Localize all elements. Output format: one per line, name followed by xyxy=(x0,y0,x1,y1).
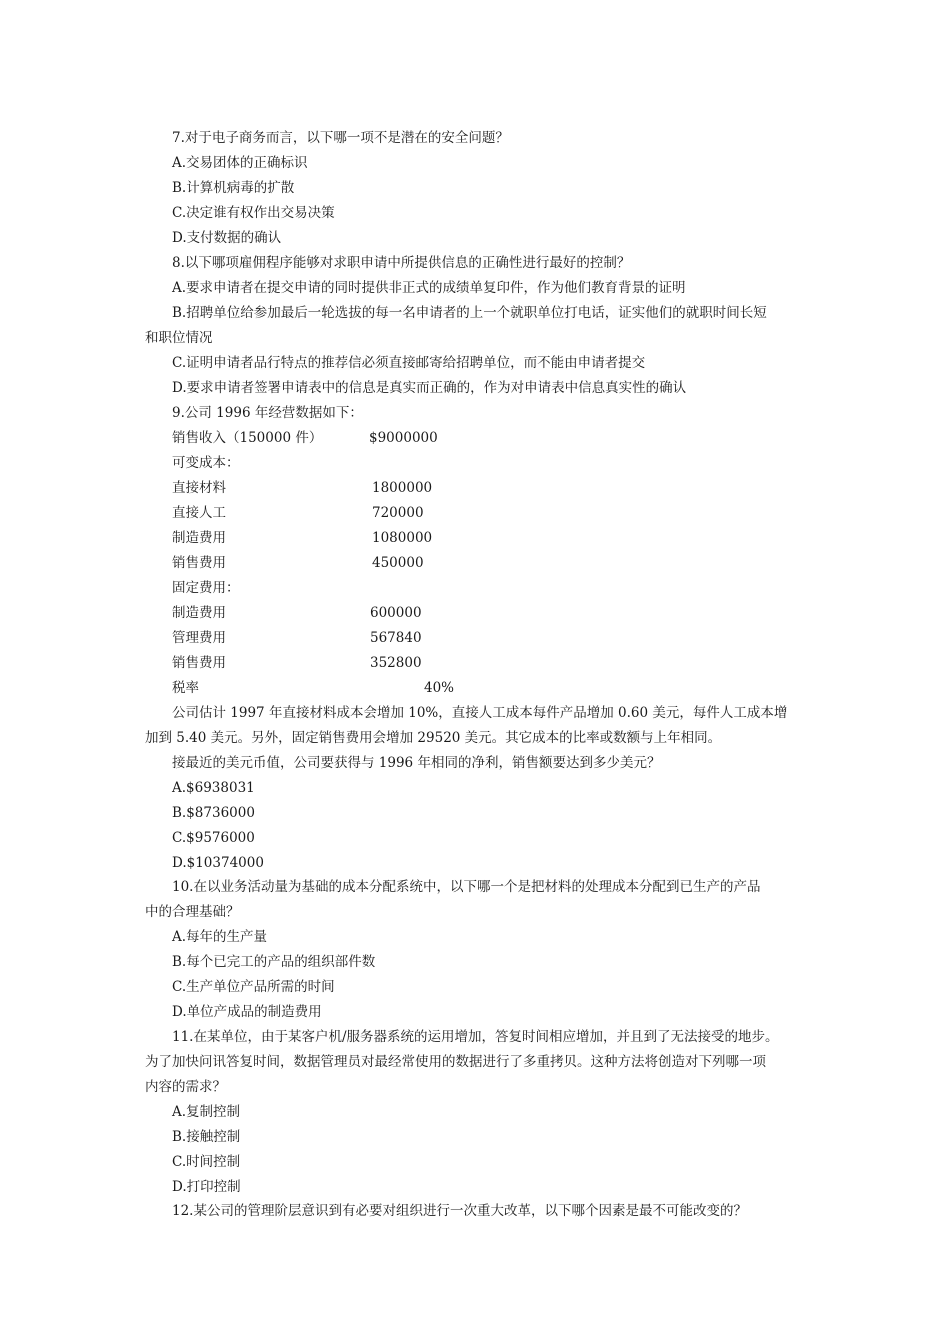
q7-option-a: A.交易团体的正确标识 xyxy=(172,155,308,171)
q7-option-d: D.支付数据的确认 xyxy=(172,230,282,246)
q9-paragraph-1: 公司估计 1997 年直接材料成本会增加 10%，直接人工成本每件产品增加 0.60 美元，每件人工成本增 xyxy=(172,705,788,721)
q8-option-b-continued: 和职位情况 xyxy=(145,330,213,346)
q9-option-a: A.$6938031 xyxy=(172,780,255,796)
q8-option-c: C.证明申请者品行特点的推荐信必须直接邮寄给招聘单位，而不能由申请者提交 xyxy=(172,355,646,371)
q9-variable-value: 1800000 xyxy=(372,480,433,496)
q11-option-a: A.复制控制 xyxy=(172,1104,241,1120)
q10-option-c: C.生产单位产品所需的时间 xyxy=(172,979,335,995)
q7-stem: 7.对于电子商务而言，以下哪一项不是潜在的安全问题？ xyxy=(172,130,509,146)
q12-stem: 12.某公司的管理阶层意识到有必要对组织进行一次重大改革，以下哪个因素是最不可能改变的？ xyxy=(172,1203,747,1219)
q8-option-d: D.要求申请者签署申请表中的信息是真实而正确的，作为对申请表中信息真实性的确认 xyxy=(172,380,687,396)
q9-fixed-label: 管理费用 xyxy=(172,630,226,646)
q9-option-b: B.$8736000 xyxy=(172,805,255,821)
q9-paragraph-2: 接最近的美元币值，公司要获得与 1996 年相同的净利，销售额要达到多少美元？ xyxy=(172,755,661,771)
q8-option-b: B.招聘单位给参加最后一轮选拔的每一名申请者的上一个就职单位打电话，证实他们的就职时间长短 xyxy=(172,305,767,321)
q11-stem-continued-2: 内容的需求？ xyxy=(145,1079,226,1095)
q9-paragraph-1-continued: 加到 5.40 美元。另外，固定销售费用会增加 29520 美元。其它成本的比率或数额与上年相同。 xyxy=(145,730,722,746)
q10-stem-continued: 中的合理基础？ xyxy=(145,904,240,920)
q9-variable-value: 1080000 xyxy=(372,530,433,546)
q9-fixed-value: 567840 xyxy=(370,630,422,646)
q9-option-c: C.$9576000 xyxy=(172,830,255,846)
q9-variable-heading: 可变成本： xyxy=(172,455,240,471)
q10-stem: 10.在以业务活动量为基础的成本分配系统中，以下哪一个是把材料的处理成本分配到已生产的产品 xyxy=(172,879,761,895)
q11-option-c: C.时间控制 xyxy=(172,1154,241,1170)
q7-option-b: B.计算机病毒的扩散 xyxy=(172,180,295,196)
q9-fixed-heading: 固定费用： xyxy=(172,580,240,596)
q10-option-a: A.每年的生产量 xyxy=(172,929,268,945)
q9-variable-value: 720000 xyxy=(372,505,424,521)
q8-option-a: A.要求申请者在提交申请的同时提供非正式的成绩单复印件，作为他们教育背景的证明 xyxy=(172,280,686,296)
q9-tax-label: 税率 xyxy=(172,680,199,696)
q9-stem: 9.公司 1996 年经营数据如下： xyxy=(172,405,363,421)
q9-variable-value: 450000 xyxy=(372,555,424,571)
q7-option-c: C.决定谁有权作出交易决策 xyxy=(172,205,335,221)
q9-option-d: D.$10374000 xyxy=(172,855,264,871)
q11-stem-continued-1: 为了加快问讯答复时间，数据管理员对最经常使用的数据进行了多重拷贝。这种方法将创造对下列哪一项 xyxy=(145,1054,766,1070)
q8-stem: 8.以下哪项雇佣程序能够对求职申请中所提供信息的正确性进行最好的控制？ xyxy=(172,255,631,271)
q10-option-b: B.每个已完工的产品的组织部件数 xyxy=(172,954,376,970)
q9-sales-label: 销售收入（150000 件） xyxy=(172,430,323,446)
q9-tax-value: 40% xyxy=(424,680,455,696)
q10-option-d: D.单位产成品的制造费用 xyxy=(172,1004,322,1020)
q9-fixed-value: 352800 xyxy=(370,655,422,671)
q11-option-d: D.打印控制 xyxy=(172,1179,241,1195)
q9-fixed-label: 销售费用 xyxy=(172,655,226,671)
q9-fixed-label: 制造费用 xyxy=(172,605,226,621)
q9-variable-label: 直接材料 xyxy=(172,480,226,496)
q9-variable-label: 直接人工 xyxy=(172,505,226,521)
q11-option-b: B.接触控制 xyxy=(172,1129,241,1145)
q9-variable-label: 销售费用 xyxy=(172,555,226,571)
q9-sales-value: $9000000 xyxy=(369,430,438,446)
q9-fixed-value: 600000 xyxy=(370,605,422,621)
q11-stem: 11.在某单位，由于某客户机/服务器系统的运用增加，答复时间相应增加，并且到了无法接受的地步。 xyxy=(172,1029,779,1045)
q9-variable-label: 制造费用 xyxy=(172,530,226,546)
